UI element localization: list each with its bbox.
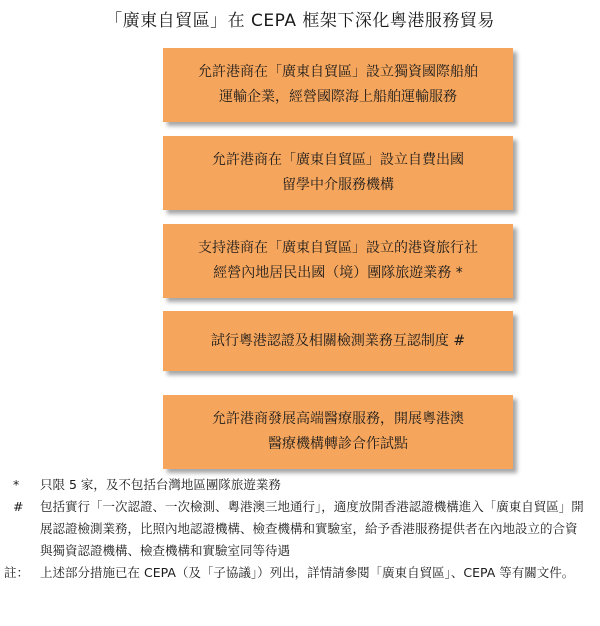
measure-text-line: 允許港商發展高端醫療服務，開展粵港澳 <box>212 411 464 427</box>
footnote-text: 只限 5 家，及不包括台灣地區團隊旅遊業務 <box>40 477 281 492</box>
footnote-mark: * <box>13 477 20 492</box>
measure-box-travel-agency <box>163 224 513 298</box>
measure-text-line: 試行粵港認證及相關檢測業務互認制度 # <box>210 332 466 349</box>
measure-text-line: 經營內地居民出國（境）團隊旅遊業務 * <box>213 265 463 281</box>
measure-text-line: 支持港商在「廣東自貿區」設立的港資旅行社 <box>198 240 478 256</box>
footnote-remark <box>0 562 600 584</box>
footnote-mark: # <box>13 499 24 514</box>
footnote-text: 上述部分措施已在 CEPA（及「子協議」）列出，詳情請參閱「廣東自貿區」、CEPA 等有關文件。 <box>40 565 575 580</box>
measure-text-line: 運輸企業，經營國際海上船舶運輸服務 <box>219 89 457 105</box>
measure-text-line: 醫療機構轉診合作試點 <box>268 436 408 452</box>
footnote-asterisk <box>0 474 600 496</box>
measure-text-line: 允許港商在「廣東自貿區」設立獨資國際船舶 <box>198 64 478 80</box>
footnote-text: 包括實行「一次認證、一次檢測、粵港澳三地通行」，適度放開香港認證機構進入「廣東自貿區」開展認證檢測業務，比照內地認證機構、檢查機構和實驗室，給予香港服務提供者在內地設立的合資與獨資認證機構、檢查機構和實驗室同等待遇 <box>40 499 584 558</box>
footnote-hash <box>0 496 600 562</box>
measure-text-line: 允許港商在「廣東自貿區」設立自費出國 <box>212 152 464 168</box>
page-title: 「廣東自貿區」在 CEPA 框架下深化粵港服務貿易 <box>105 11 495 31</box>
footnote-mark: 註： <box>4 565 30 580</box>
footnotes <box>0 474 600 584</box>
measure-box-study-abroad <box>163 136 513 210</box>
measure-text-line: 留學中介服務機構 <box>282 177 394 193</box>
measure-box-certification <box>163 311 513 371</box>
measure-box-medical <box>163 395 513 469</box>
measure-box-shipping <box>163 48 513 122</box>
